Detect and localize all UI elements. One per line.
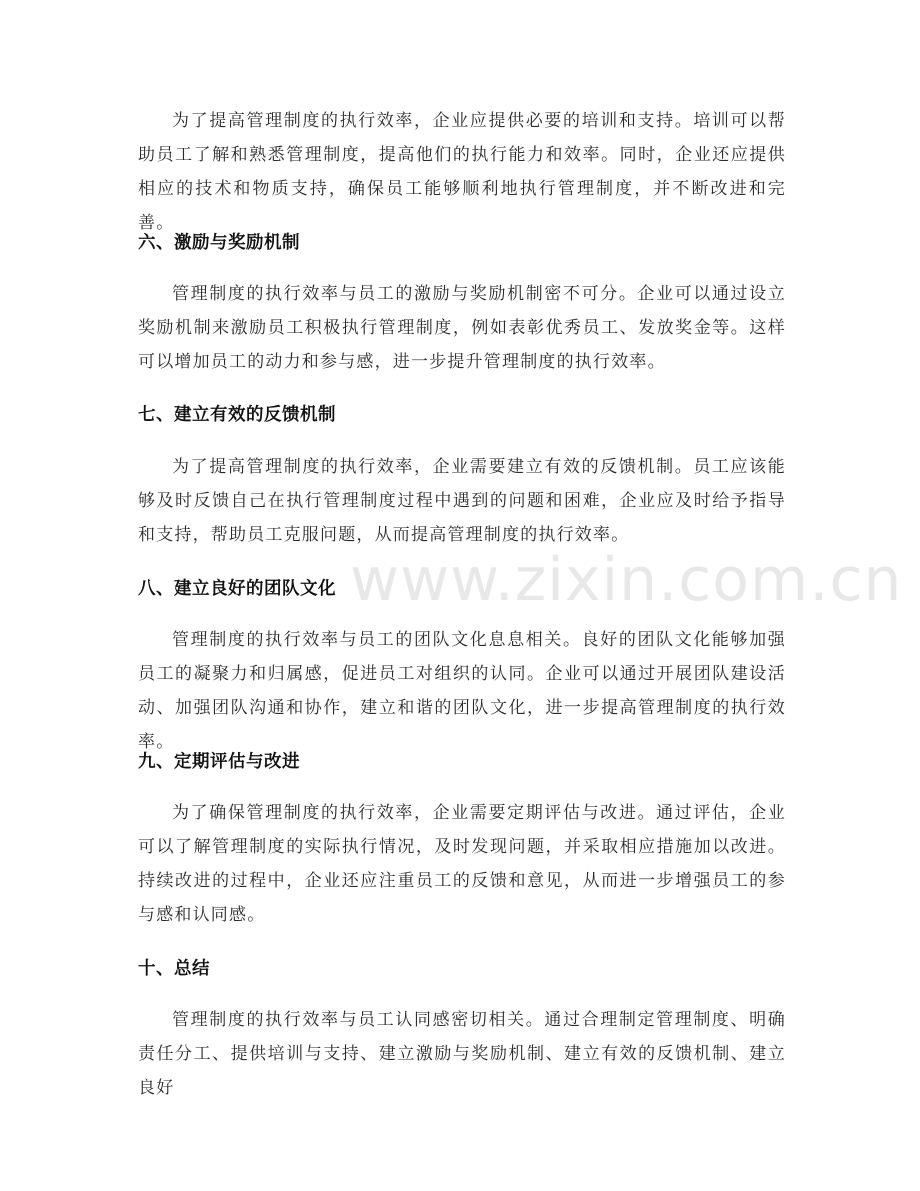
section-body-8: 管理制度的执行效率与员工的团队文化息息相关。良好的团队文化能够加强员工的凝聚力和归属感，促进员工对组织的认同。企业可以通过开展团队建设活动、加强团队沟通和协作，建立和谐的团队文化，进一步提高管理制度的执行效率。 <box>138 630 786 752</box>
section-body-7: 为了提高管理制度的执行效率，企业需要建立有效的反馈机制。员工应该能够及时反馈自己在执行管理制度过程中遇到的问题和困难，企业应及时给予指导和支持，帮助员工克服问题，从而提高管理制度的执行效率。 <box>138 457 786 545</box>
section-heading-10: 十、总结 <box>138 959 210 979</box>
section-body-10: 管理制度的执行效率与员工认同感密切相关。通过合理制定管理制度、明确责任分工、提供培训与支持、建立激励与奖励机制、建立有效的反馈机制、建立良好 <box>138 1010 786 1098</box>
section-heading-9: 九、定期评估与改进 <box>138 752 300 772</box>
section-body-9: 为了确保管理制度的执行效率，企业需要定期评估与改进。通过评估，企业可以了解管理制度的实际执行情况，及时发现问题，并采取相应措施加以改进。持续改进的过程中，企业还应注重员工的反馈和意见，从而进一步增强员工的参与感和认同感。 <box>138 803 786 925</box>
watermark: www.zixin.com.cn <box>350 545 903 615</box>
section-body-6: 管理制度的执行效率与员工的激励与奖励机制密不可分。企业可以通过设立奖励机制来激励员工积极执行管理制度，例如表彰优秀员工、发放奖金等。这样可以增加员工的动力和参与感，进一步提升管理制度的执行效率。 <box>138 284 786 372</box>
section-heading-8: 八、建立良好的团队文化 <box>138 579 336 599</box>
section-heading-7: 七、建立有效的反馈机制 <box>138 405 336 425</box>
intro-paragraph: 为了提高管理制度的执行效率，企业应提供必要的培训和支持。培训可以帮助员工了解和熟悉管理制度，提高他们的执行能力和效率。同时，企业还应提供相应的技术和物质支持，确保员工能够顺利地执行管理制度，并不断改进和完善。 <box>138 111 786 233</box>
section-heading-6: 六、激励与奖励机制 <box>138 233 300 253</box>
